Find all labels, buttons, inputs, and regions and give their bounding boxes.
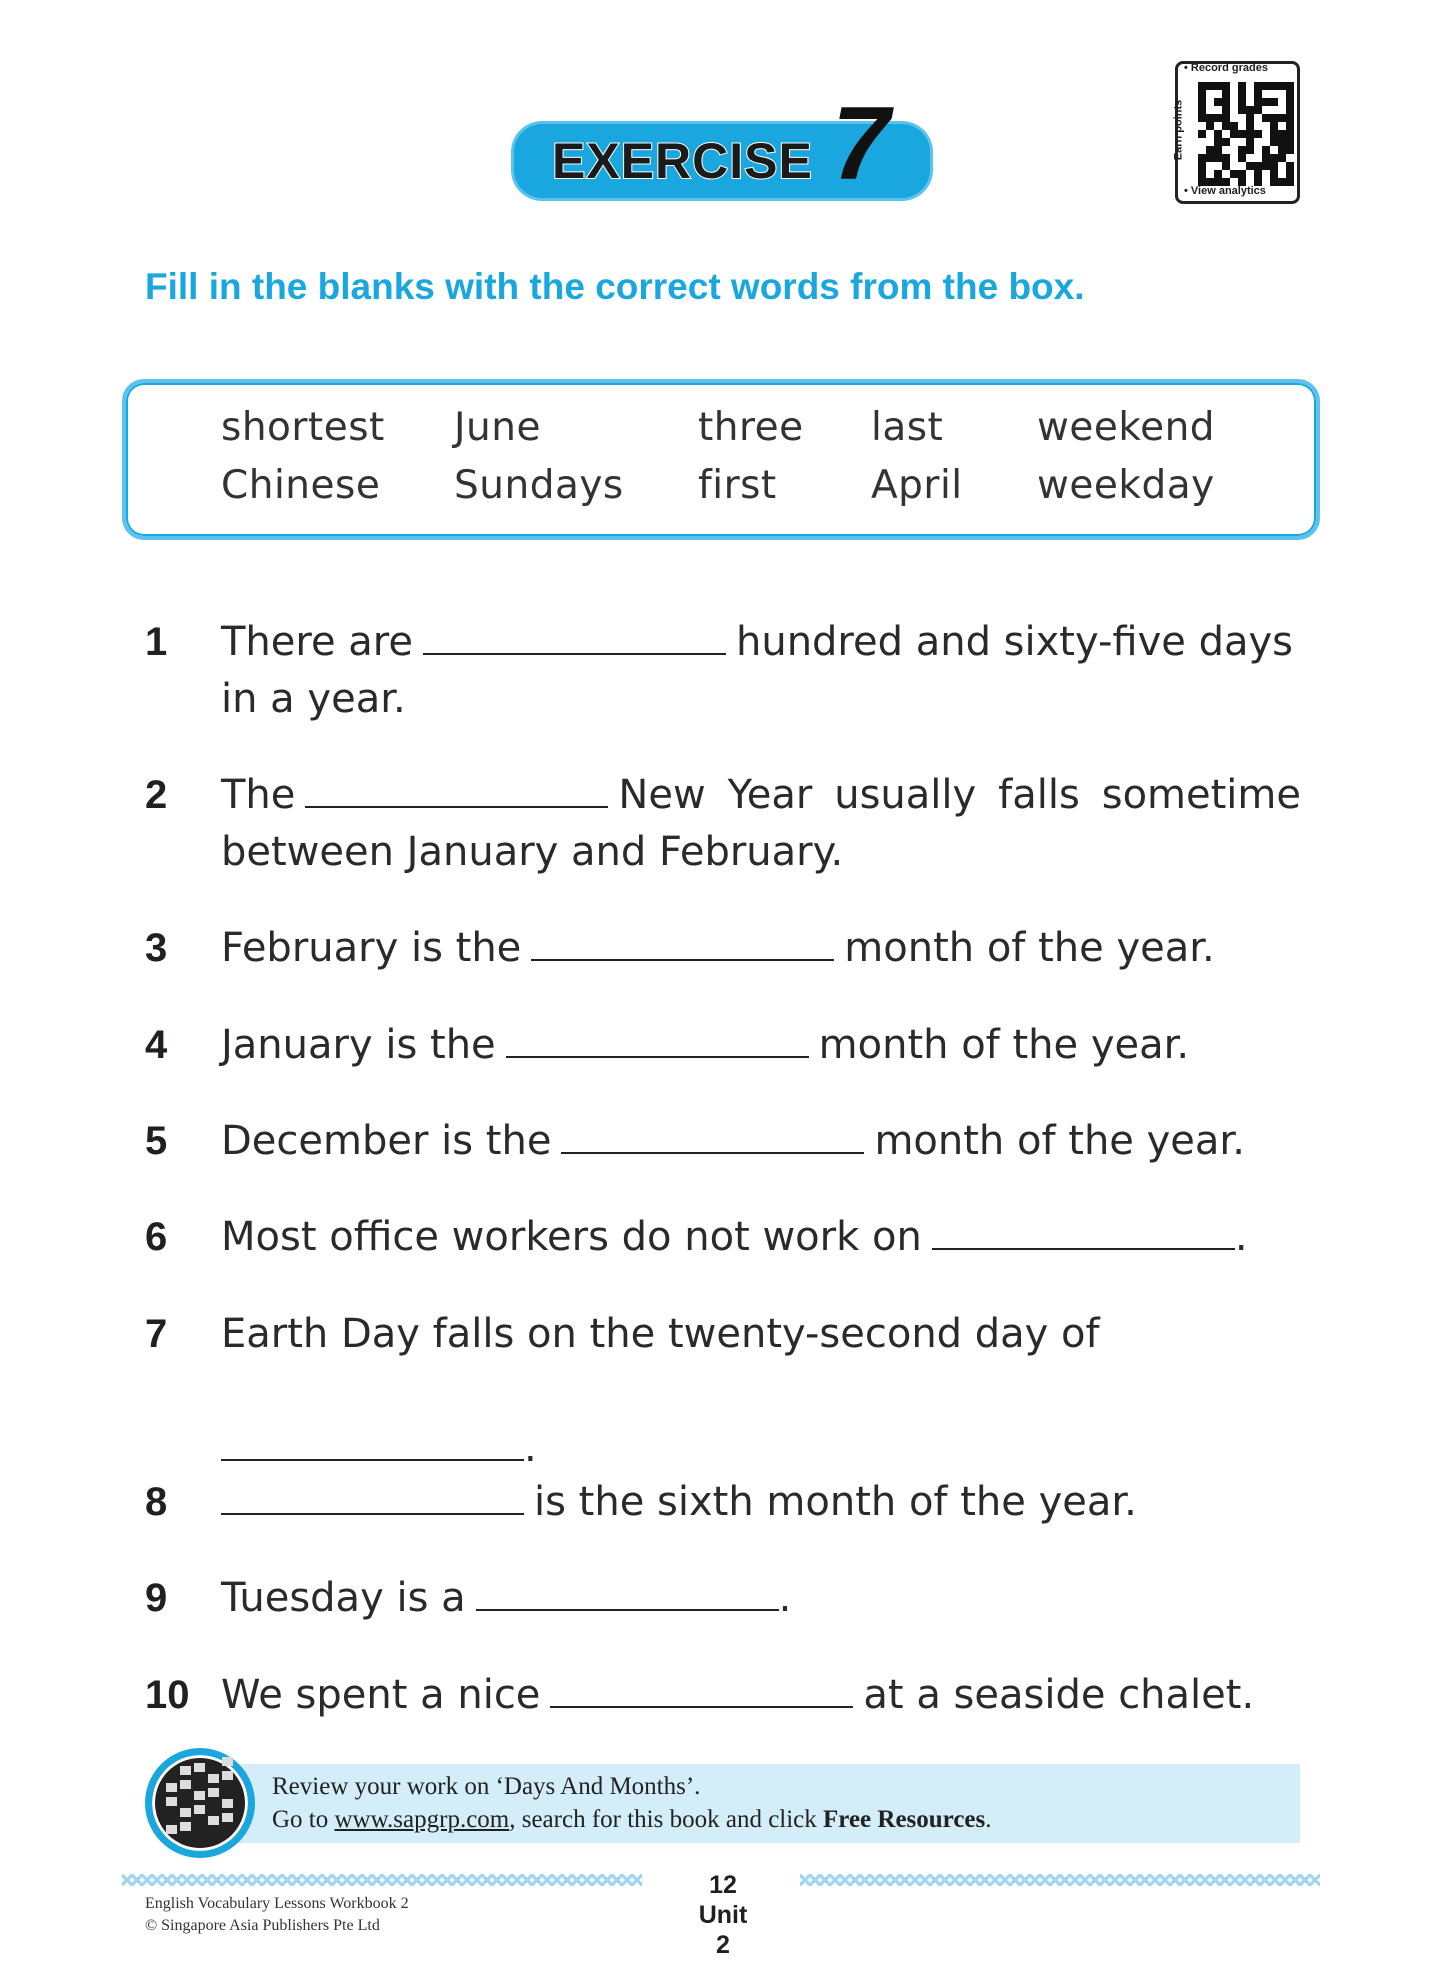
question-number: 2 — [145, 773, 168, 817]
review-icon-cell — [222, 1813, 233, 1822]
question-text — [221, 767, 1301, 881]
question-text — [221, 1667, 1301, 1724]
question-before: December is the — [221, 1118, 552, 1164]
answer-blank[interactable] — [531, 923, 834, 961]
question-before: There are — [221, 619, 413, 665]
word-item: weekend — [1037, 405, 1216, 450]
review-icon-cell — [194, 1763, 205, 1772]
question-text — [221, 1306, 1301, 1477]
question-after: hundred and sixty-five days in a year. — [221, 619, 1293, 722]
qr-code[interactable] — [1172, 61, 1300, 204]
review-go-to: Go to — [272, 1806, 329, 1833]
review-icon-cell — [166, 1783, 177, 1792]
page-number-text: 12 — [709, 1871, 737, 1899]
review-icon-cell — [208, 1816, 219, 1825]
review-icon-cell — [180, 1766, 191, 1775]
review-icon-cell — [208, 1788, 219, 1797]
qr-bottom-label: • View analytics — [1184, 185, 1266, 197]
qr-top-label: • Record grades — [1184, 62, 1268, 74]
review-icon-cell — [222, 1799, 233, 1808]
review-icon-cell — [180, 1780, 191, 1789]
word-box — [122, 379, 1320, 540]
review-icon-cell — [194, 1805, 205, 1814]
review-icon-cell — [180, 1822, 191, 1831]
free-resources-text: Free Resources — [823, 1806, 986, 1833]
unit-label: Unit 2 — [698, 1901, 748, 1959]
question-number: 1 — [145, 620, 168, 664]
question-before: The — [221, 772, 296, 818]
book-title: English Vocabulary Lessons Workbook 2 — [145, 1895, 409, 1912]
answer-blank[interactable] — [932, 1212, 1235, 1250]
question-number: 3 — [145, 926, 168, 970]
question-text — [221, 920, 1301, 977]
footer-divider-right — [800, 1874, 1320, 1886]
review-icon-cell — [166, 1825, 177, 1834]
answer-blank[interactable] — [476, 1573, 779, 1611]
question-number: 5 — [145, 1119, 168, 1163]
word-item: first — [698, 463, 777, 508]
word-item: Sundays — [454, 463, 624, 508]
answer-blank[interactable] — [221, 1477, 524, 1515]
word-item: April — [871, 463, 963, 508]
question-after: New Year usually falls sometime between January and February. — [221, 772, 1301, 875]
question-after: is the sixth month of the year. — [534, 1479, 1137, 1525]
question-after: at a seaside chalet. — [863, 1672, 1255, 1718]
question-after: month of the year. — [874, 1118, 1245, 1164]
word-item: June — [454, 405, 541, 450]
question-text — [221, 1113, 1301, 1170]
review-icon-cell — [222, 1757, 233, 1766]
question-before: Tuesday is a — [221, 1575, 466, 1621]
instruction: Fill in the blanks with the correct words from the box. — [145, 266, 1085, 307]
review-middle: , search for this book and click — [509, 1806, 817, 1833]
question-number: 7 — [145, 1312, 168, 1356]
answer-blank[interactable] — [506, 1020, 809, 1058]
question-number: 10 — [145, 1673, 190, 1717]
word-item: weekday — [1037, 463, 1215, 508]
review-icon-cell — [222, 1771, 233, 1780]
question-text — [221, 1017, 1301, 1074]
review-icon — [145, 1748, 255, 1858]
question-text — [221, 1570, 1301, 1627]
review-end: . — [985, 1806, 992, 1833]
review-text — [272, 1770, 992, 1836]
question-before: February is the — [221, 925, 522, 971]
exercise-label: EXERCISE — [552, 133, 813, 189]
question-before: Earth Day falls on the twenty-second day of — [221, 1311, 1100, 1357]
question-before: We spent a nice — [221, 1672, 541, 1718]
review-icon-cell — [194, 1791, 205, 1800]
question-number: 9 — [145, 1576, 168, 1620]
footer-divider-left — [122, 1874, 642, 1886]
review-line-1: Review your work on ‘Days And Months’. — [272, 1773, 701, 1800]
qr-pattern — [1198, 82, 1294, 186]
word-item: last — [871, 405, 944, 450]
sapgrp-link[interactable]: www.sapgrp.com — [334, 1806, 510, 1833]
review-icon-cell — [166, 1797, 177, 1806]
question-text — [221, 614, 1301, 728]
question-text — [221, 1474, 1301, 1531]
answer-blank[interactable] — [561, 1116, 864, 1154]
question-after: . — [524, 1425, 537, 1471]
review-icon-cell — [180, 1808, 191, 1817]
qr-side-label: Earn points — [1172, 99, 1185, 161]
question-after: month of the year. — [844, 925, 1215, 971]
word-item: Chinese — [221, 463, 381, 508]
answer-blank[interactable] — [305, 770, 608, 808]
question-number: 4 — [145, 1023, 168, 1067]
word-item: shortest — [221, 405, 385, 450]
answer-blank[interactable] — [423, 617, 726, 655]
word-item: three — [698, 405, 804, 450]
question-number: 8 — [145, 1480, 168, 1524]
answer-blank[interactable] — [221, 1423, 524, 1461]
question-before: January is the — [221, 1022, 496, 1068]
question-after: month of the year. — [818, 1022, 1190, 1068]
review-icon-cell — [208, 1774, 219, 1783]
question-after: . — [778, 1575, 792, 1621]
copyright: © Singapore Asia Publishers Pte Ltd — [145, 1917, 380, 1934]
question-after: . — [1234, 1214, 1248, 1260]
question-before: Most office workers do not work on — [221, 1214, 922, 1260]
page-number — [690, 1870, 756, 1960]
question-text — [221, 1209, 1301, 1266]
answer-blank[interactable] — [550, 1670, 853, 1708]
footer-credits — [145, 1893, 409, 1937]
question-number: 6 — [145, 1215, 168, 1259]
exercise-number: 7 — [832, 86, 890, 202]
